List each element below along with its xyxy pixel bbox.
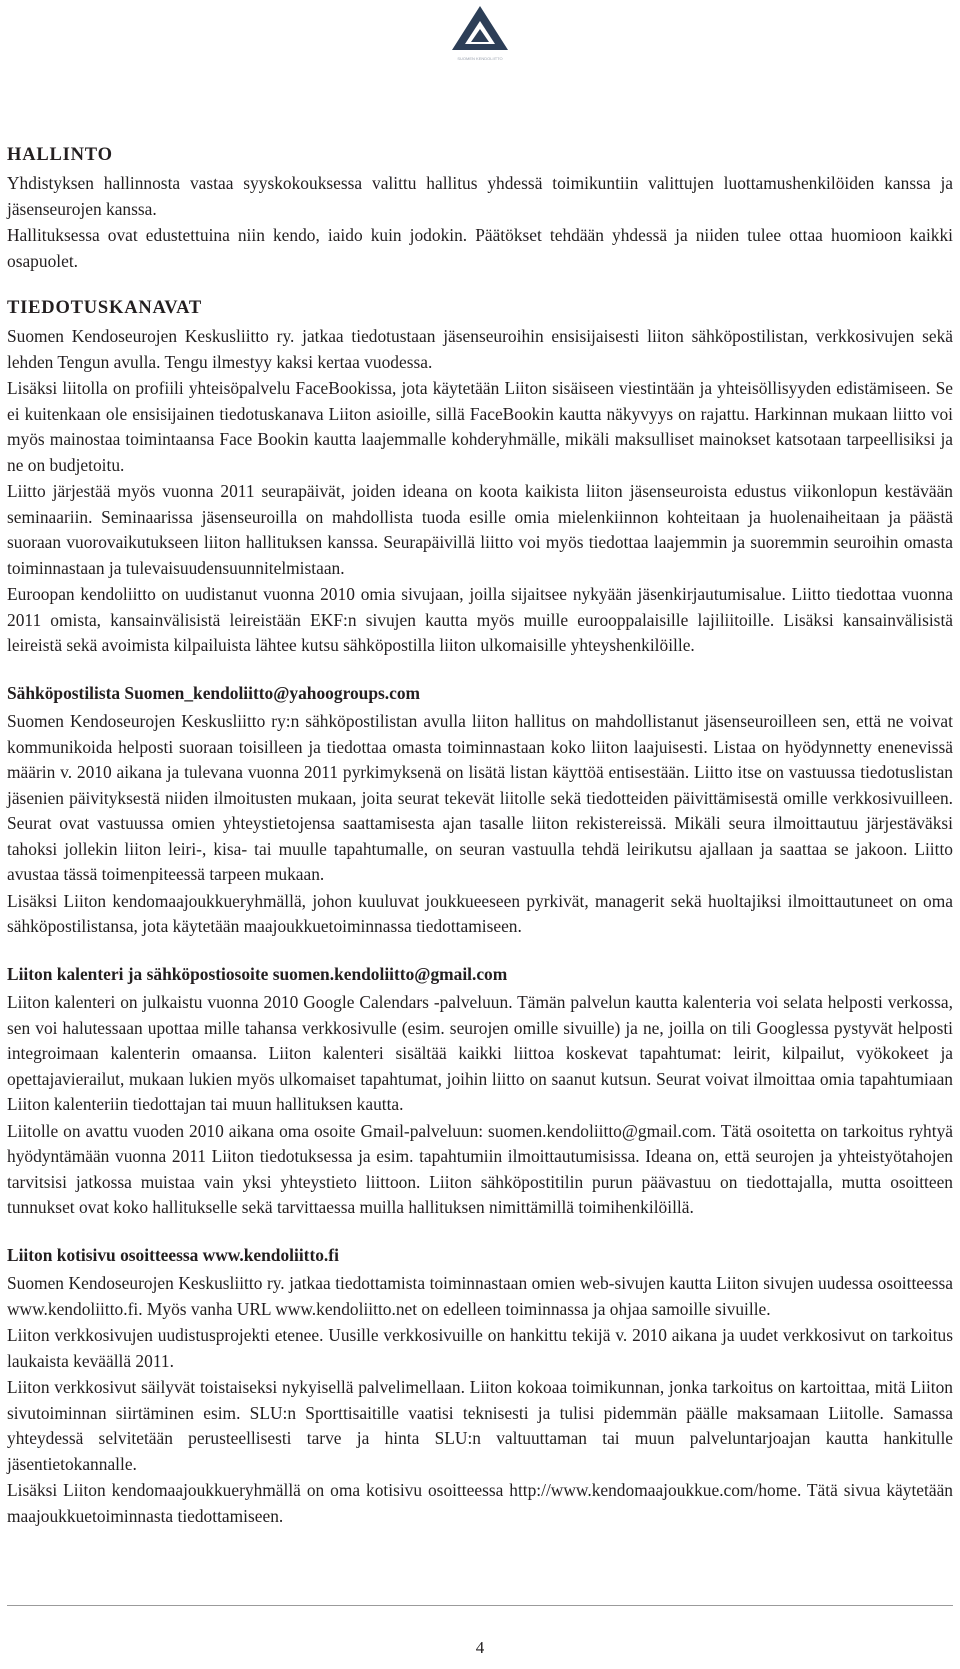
subheading-homepage: Liiton kotisivu osoitteessa www.kendoliitto.fi [7,1244,339,1265]
paragraph: Liiton verkkosivujen uudistusprojekti etenee. Uusille verkkosivuille on hankittu tekijä v. 2010 aikana ja uudet verkkosivut on tarkoitus laukaista keväällä 2011. [7,1325,953,1371]
subheading-calendar-email: Liiton kalenteri ja sähköpostiosoite suomen.kendoliitto@gmail.com [7,963,508,984]
paragraph: Suomen Kendoseurojen Keskusliitto ry:n sähköpostilistan avulla liiton hallitus on mahdollistanut jäsenseuroilleen sen, että ne voivat kommunikoida helposti suoraan toisilleen ja tiedottaa omasta toiminnastaan koko liiton laajuisesti. Listaa on hyödynnetty enenevissä määrin v. 2010 aikana ja tulevana vuonna 2011 pyrkimyksenä on lisätä listan käyttöä entisestään. Liitto itse on vastuussa tiedotuslistan jäsenien päivityksestä niiden ilmoitusten mukaan, joita seurat tekevät liitolle sekä tiedotteiden päivittämisestä omille verkkosivuilleen. Seurat ovat vastuussa omien yhteystietojensa saattamisesta ajan tasalle liiton rekistereissä. Mikäli seura ilmoittautuu järjestäväksi tahoksi jollekin liiton leiri-, kisa- tai muulle tapahtumalle, on seuran vastuulla tehdä leirikutsu ajallaan ja saattaa se jakoon. Liitto avustaa tässä toimenpiteessä tarpeen mukaan. [7,711,953,884]
section-heading-hallinto: HALLINTO [7,145,113,165]
paragraph: Lisäksi Liiton kendomaajoukkueryhmällä, johon kuuluvat joukkueeseen pyrkivät, managerit sekä huoltajiksi ilmoittautuneet on oma sähköpostilistansa, jota käytetään maajoukkuetoiminnassa tiedottamiseen. [7,890,953,936]
document-body [7,143,953,1530]
paragraph: Suomen Kendoseurojen Keskusliitto ry. jatkaa tiedotustaan jäsenseuroihin ensisijaisesti liiton sähköpostilistan, verkkosivujen sekä lehden Tengun avulla. Tengu ilmestyy kaksi kertaa vuodessa. [7,326,953,372]
triangle-logo-icon [440,4,520,66]
paragraph: Liitto järjestää myös vuonna 2011 seurapäivät, joiden ideana on koota kaikista liiton jäsenseuroista edustus viikonlopun kestävään seminaariin. Seminaarissa jäsenseuroilla on mahdollista tuoda esille omia mielenkiinnon kohteitaan ja huolenaiheitaan ja päästä suoraan vuorovaikutukseen liiton hallituksen kanssa. Seurapäivillä liitto voi myös tiedottaa laajemmin ja suoremmin seuroihin omasta toiminnastaan ja tulevaisuudensuunnitelmistaan. [7,481,953,578]
paragraph: Lisäksi Liiton kendomaajoukkueryhmällä on oma kotisivu osoitteessa http://www.kendomaajoukkue.com/home. Tätä sivua käytetään maajoukkuetoiminnasta tiedottamiseen. [7,1480,953,1526]
paragraph: Euroopan kendoliitto on uudistanut vuonna 2010 omia sivujaan, joilla sijaitsee nykyään jäsenkirjautumisalue. Liitto tiedottaa vuonna 2011 omista, kansainvälisistä leireistään EKF:n sivujen kautta myös muille eurooppalaisille lajiliitoille. Lisäksi kansainvälisistä leireistä sekä avoimista kilpailuista lähtee kutsu sähköpostilla liiton ulkomaisille yhteyshenkilöille. [7,584,953,655]
paragraph: Liiton verkkosivut säilyvät toistaiseksi nykyisellä palvelimellaan. Liiton kokoaa toimikunnan, jonka tarkoitus on kartoittaa, mitä Liiton sivutoiminnan siirtäminen esim. SLU:n Sporttisaitille vaatisi teknisesti ja tulisi pidemmän päälle maksamaan Liitolle. Samassa yhteydessä selvitetään perusteellisesti tarve ja hinta SLU:n valtuuttaman tai muun palveluntarjoajan kautta hankitulle jäsentietokannalle. [7,1377,953,1474]
paragraph: Lisäksi liitolla on profiili yhteisöpalvelu FaceBookissa, jota käytetään Liiton sisäiseen viestintään ja yhteisöllisyyden edistämiseen. Se ei kuitenkaan ole ensisijainen tiedotuskanava Liiton asioille, sillä FaceBookin kautta näkyvyys on rajattu. Harkinnan mukaan liitto voi myös mainostaa toimintaansa Face Bookin kautta laajemmalle kohderyhmälle, mikäli maksulliset mainokset katsotaan tarpeellisiksi ja ne on budjetoitu. [7,378,953,475]
paragraph: Liiton kalenteri on julkaistu vuonna 2010 Google Calendars -palveluun. Tämän palvelun kautta kalenteria voi selata helposti verkossa, sen voi halutessaan upottaa mille tahansa verkkosivulle (esim. seurojen omille sivuille) ja ne, joilla on tili Googlessa pystyvät helposti integroimaan kalenterin omaansa. Liiton kalenteri sisältää kaikki liittoa koskevat tapahtumat: leirit, kilpailut, vyökokeet ja opettajavierailut, mukaan lukien myös ulkomaiset tapahtumat, joihin liitto on saanut kutsun. Seurat voivat ilmoittaa omia tapahtumiaan Liiton kalenteriin tiedottajan tai muun hallituksen kautta. [7,992,953,1114]
page-number: 4 [475,1638,485,1657]
paragraph: Liitolle on avattu vuoden 2010 aikana oma osoite Gmail-palveluun: suomen.kendoliitto@gmail.com. Tätä osoitetta on tarkoitus ryhtyä hyödyntämään vuonna 2011 Liiton tiedotuksessa ja esim. tapahtumiin ilmoittautumisissa. Ideana on, että seurojen ja yhteistyötahojen tarvitsisi jatkossa muistaa vain yksi yhteystieto liittoon. Liiton sähköpostitilin purun päävastuu on tiedottajalla, mutta osoitteen tunnukset ovat koko hallitukselle sekä tarvittaessa muilla hallituksen nimittämillä toimihenkilöillä. [7,1120,953,1217]
logo-tagline: SUOMEN KENDOLIITTO [457,56,503,61]
paragraph: Yhdistyksen hallinnosta vastaa syyskokouksessa valittu hallitus yhdessä toimikuntiin valittujen luottamushenkilöiden kanssa ja jäsenseurojen kanssa. [7,173,953,219]
section-heading-tiedotuskanavat: TIEDOTUSKANAVAT [7,298,203,318]
footer-divider [7,1605,953,1606]
paragraph: Hallituksessa ovat edustettuina niin kendo, iaido kuin jodokin. Päätökset tehdään yhdessä ja niiden tulee ottaa huomioon kaikki osapuolet. [7,225,953,271]
subheading-mailing-list: Sähköpostilista Suomen_kendoliitto@yahoogroups.com [7,682,421,703]
association-logo [440,4,520,66]
paragraph: Suomen Kendoseurojen Keskusliitto ry. jatkaa tiedottamista toiminnastaan omien web-sivujen kautta Liiton sivujen uudessa osoitteessa www.kendoliitto.fi. Myös vanha URL www.kendoliitto.net on edelleen toiminnassa ja ohjaa samoille sivuille. [7,1273,953,1319]
